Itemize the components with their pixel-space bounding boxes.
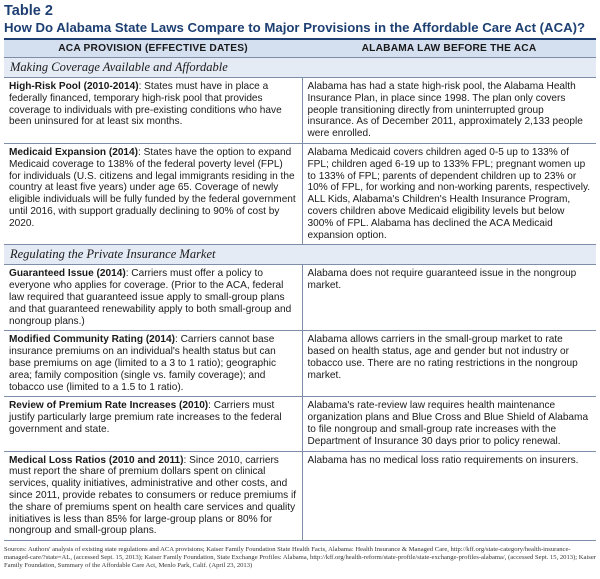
table-row xyxy=(4,397,596,451)
aca-cell xyxy=(4,397,302,451)
provision-text: : Carriers cannot base insurance premiums on an individual's health status but can base premiums on age (limited to a 3 to 1 ratio); geographic area; family composition (single vs. family coverage); and tobacco use (limited to a 1.5 to 1 ratio). xyxy=(9,334,277,393)
column-header-aca: ACA PROVISION (EFFECTIVE DATES) xyxy=(4,39,302,58)
provision-name: Medicaid Expansion (2014) xyxy=(9,146,139,158)
provision-name: Guaranteed Issue (2014) xyxy=(9,268,126,280)
provision-text: : Carriers must justify particularly large premium rate increases to the federal government and state. xyxy=(9,400,282,435)
provision-text: : States must have in place a federally financed, temporary high-risk pool that provides coverage to individuals with pre-existing conditions who have been uninsured for at least six months. xyxy=(9,81,282,128)
alabama-cell: Alabama has had a state high-risk pool, the Alabama Health Insurance Plan, in place since 1998. The plan only covers people transitioning directly from uninterrupted group insurance. As of December 2011, approximately 2,133 people were enrolled. xyxy=(302,78,596,144)
aca-cell xyxy=(4,265,302,331)
section-row xyxy=(4,58,596,78)
table-row xyxy=(4,143,596,244)
provision-name: Review of Premium Rate Increases (2010) xyxy=(9,400,209,412)
aca-cell xyxy=(4,143,302,244)
provision-text: : States have the option to expand Medicaid coverage to 138% of the federal poverty level (FPL) for individuals (U.S. citizens and legal immigrants residing in the country at least five years) under age 65. Coverage of newly eligible individuals will be fully funded by the federal government until 2016, with support gradually declining to 90% of cost by 2020. xyxy=(9,146,296,229)
aca-cell xyxy=(4,78,302,144)
alabama-cell: Alabama does not require guaranteed issue in the nongroup market. xyxy=(302,265,596,331)
alabama-cell: Alabama Medicaid covers children aged 0-5 up to 133% of FPL; children aged 6-19 up to 133% FPL; pregnant women up to 133% of FPL; parents of dependent children up to 23% or 10% of FPL, for working and non-working parents, respectively. ALL Kids, Alabama's Children's Health Insurance Program, covers children above Medicaid eligibility levels but below 300% of FPL. Alabama has declined the ACA Medicaid expansion option. xyxy=(302,143,596,244)
table-row xyxy=(4,78,596,144)
table-title: Table 2 xyxy=(4,3,53,19)
alabama-cell: Alabama has no medical loss ratio requirements on insurers. xyxy=(302,451,596,541)
section-heading: Regulating the Private Insurance Market xyxy=(4,245,596,265)
provision-name: Medical Loss Ratios (2010 and 2011) xyxy=(9,454,184,466)
aca-cell xyxy=(4,451,302,541)
alabama-cell: Alabama's rate-review law requires health maintenance organization plans and Blue Cross and Blue Shield of Alabama to file nongroup and small-group rate increases with the Department of Insurance 30 days prior to policy renewal. xyxy=(302,397,596,451)
table-row xyxy=(4,331,596,397)
provision-name: High-Risk Pool (2010-2014) xyxy=(9,81,139,92)
section-row xyxy=(4,245,596,265)
table-subtitle: How Do Alabama State Laws Compare to Major Provisions in the Affordable Care Act (ACA)? xyxy=(4,20,586,35)
table-row xyxy=(4,451,596,541)
header-row xyxy=(4,39,596,58)
table-row xyxy=(4,265,596,331)
aca-cell xyxy=(4,331,302,397)
column-header-alabama: ALABAMA LAW BEFORE THE ACA xyxy=(302,39,596,58)
provision-name: Modified Community Rating (2014) xyxy=(9,334,175,346)
provision-text: : Since 2010, carriers must report the share of premium dollars spent on clinical services, quality initiatives, administrative and other costs, and since 2011, provide rebates to consumers or reduce premiums if the share of premiums spent on health care services and quality initiatives is less than 85% for large-group plans or 80% for nongroup and small-group plans. xyxy=(9,454,297,537)
sources-note: Sources: Authors' analysis of existing state regulations and ACA provisions; Kaiser Family Foundation State Health Facts, Alabama: Health Insurance & Managed Care, http://kff.org/state-category/health-insurance-managed-care/?state=AL, (accessed Sept. 15, 2013); Kaiser Family Foundation, State Exchange Profiles: Alabama, http://kff.org/health-reform/state-profile/state-exchange-profiles-alabama/, (accessed Sept. 15, 2013); Kaiser Family Foundation, Summary of the Affordable Care Act, Menlo Park, Calif. (April 23, 2013) xyxy=(4,546,596,569)
provision-text: : Carriers must offer a policy to everyone who applies for coverage. (Prior to the ACA, federal law required that guaranteed issue apply to small-group plans and that guaranteed renewability apply to both small-group and nongroup plans.) xyxy=(9,268,292,327)
comparison-table xyxy=(4,38,596,541)
alabama-cell: Alabama allows carriers in the small-group market to rate based on health status, age and gender but not industry or tobacco use. There are no rating restrictions in the nongroup market. xyxy=(302,331,596,397)
section-heading: Making Coverage Available and Affordable xyxy=(4,58,596,78)
